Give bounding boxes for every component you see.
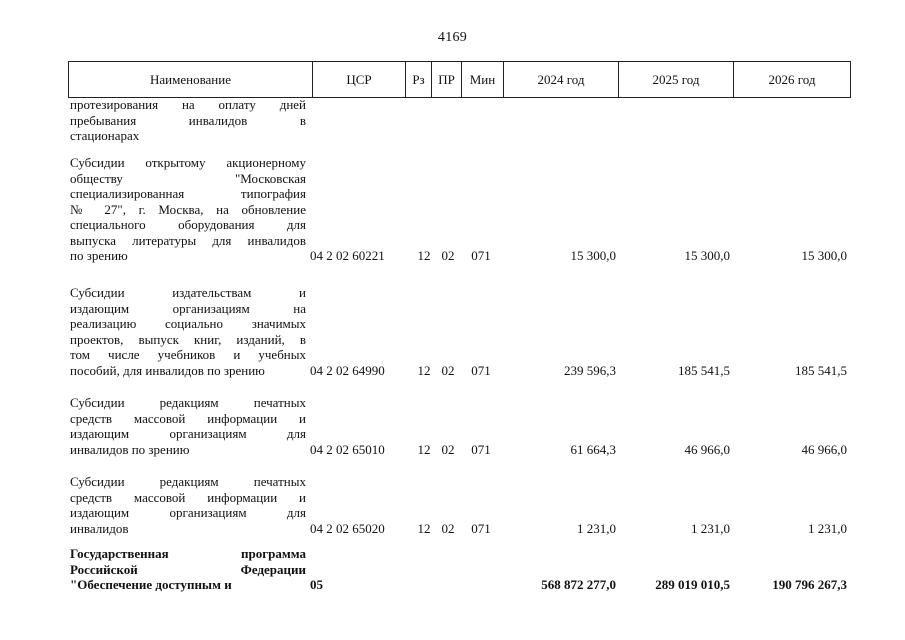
cell-y2024: 15 300,0	[570, 248, 616, 263]
table-row	[68, 474, 851, 536]
cell-min: 071	[471, 520, 491, 536]
row-name-line: издающим организациям на	[70, 300, 306, 316]
header-name: Наименование	[150, 72, 231, 87]
cell-y2026: 190 796 267,3	[772, 577, 847, 592]
row-name-line: издающим организациям для	[70, 426, 306, 441]
cell-y2025: 15 300,0	[684, 248, 730, 263]
table-row	[68, 97, 851, 144]
cell-pr: 02	[441, 362, 455, 378]
cell-y2024: 239 596,3	[564, 362, 616, 378]
row-name-line: проектов, выпуск книг, изданий, в	[70, 331, 306, 347]
cell-y2025: 1 231,0	[691, 520, 730, 536]
table-row	[68, 155, 851, 264]
cell-csr: 04 2 02 60221	[310, 248, 385, 263]
cell-y2026: 46 966,0	[801, 441, 847, 457]
cell-pr: 02	[441, 520, 455, 536]
row-name-line: специального оборудования для	[70, 217, 306, 232]
row-name-line: Субсидии редакциям печатных	[70, 474, 306, 489]
row-name-line: выпуска литературы для инвалидов	[70, 232, 306, 248]
cell-pr: 02	[441, 248, 455, 263]
row-name-line: средств массовой информации и	[70, 410, 306, 426]
cell-csr: 04 2 02 65010	[310, 441, 385, 457]
table-row	[68, 546, 851, 593]
cell-y2026: 185 541,5	[795, 362, 847, 378]
row-name-line: стационарах	[70, 128, 140, 143]
cell-y2024: 568 872 277,0	[541, 577, 616, 592]
row-name-line: Субсидии редакциям печатных	[70, 395, 306, 410]
cell-y2025: 46 966,0	[684, 441, 730, 457]
cell-csr: 04 2 02 65020	[310, 520, 385, 536]
row-name	[70, 285, 306, 378]
row-name-line: протезирования на оплату дней	[70, 97, 306, 112]
cell-y2025: 185 541,5	[678, 362, 730, 378]
row-name-line: пребывания инвалидов в	[70, 112, 306, 128]
cell-csr: 05	[310, 577, 323, 592]
row-name	[70, 546, 306, 593]
cell-pr: 02	[441, 441, 455, 457]
row-name-line: реализацию социально значимых	[70, 316, 306, 331]
header-csr: ЦСР	[312, 62, 405, 97]
row-name-line: обществу "Московская	[70, 170, 306, 186]
row-name-line: инвалидов по зрению	[70, 441, 190, 457]
header-min: Мин	[461, 62, 503, 97]
cell-min: 071	[471, 362, 491, 378]
cell-y2026: 1 231,0	[808, 520, 847, 536]
row-name-line: Государственная программа	[70, 546, 306, 561]
header-2024: 2024 год	[503, 62, 618, 97]
row-name-line: Субсидии издательствам и	[70, 285, 306, 300]
row-name	[70, 97, 306, 144]
row-name-line: том числе учебников и учебных	[70, 347, 306, 362]
table-row	[68, 285, 851, 378]
cell-rz: 12	[417, 362, 431, 378]
cell-min: 071	[471, 441, 491, 457]
row-name-line: пособий, для инвалидов по зрению	[70, 362, 265, 378]
row-name-line: средств массовой информации и	[70, 489, 306, 505]
row-name-line: Субсидии открытому акционерному	[70, 155, 306, 170]
cell-min: 071	[471, 248, 491, 263]
table-header	[68, 61, 851, 98]
row-name-line: издающим организациям для	[70, 505, 306, 520]
cell-y2024: 61 664,3	[570, 441, 616, 457]
cell-rz: 12	[417, 248, 431, 263]
cell-rz: 12	[417, 441, 431, 457]
cell-rz: 12	[417, 520, 431, 536]
row-name-line: Российской Федерации	[70, 561, 306, 577]
header-2025: 2025 год	[618, 62, 733, 97]
cell-y2026: 15 300,0	[801, 248, 847, 263]
cell-y2024: 1 231,0	[577, 520, 616, 536]
row-name	[70, 155, 306, 264]
row-name-line: инвалидов	[70, 520, 129, 536]
page-number: 4169	[437, 30, 468, 45]
row-name-line: № 27", г. Москва, на обновление	[70, 201, 306, 217]
row-name-line: специализированная типография	[70, 186, 306, 201]
header-2026: 2026 год	[733, 62, 850, 97]
row-name-line: "Обеспечение доступным и	[70, 577, 232, 592]
row-name-line: по зрению	[70, 248, 128, 263]
row-name	[70, 395, 306, 457]
cell-y2025: 289 019 010,5	[655, 577, 730, 592]
header-rz: Рз	[405, 62, 431, 97]
row-name	[70, 474, 306, 536]
table-row	[68, 395, 851, 457]
header-pr: ПР	[431, 62, 461, 97]
cell-csr: 04 2 02 64990	[310, 362, 385, 378]
